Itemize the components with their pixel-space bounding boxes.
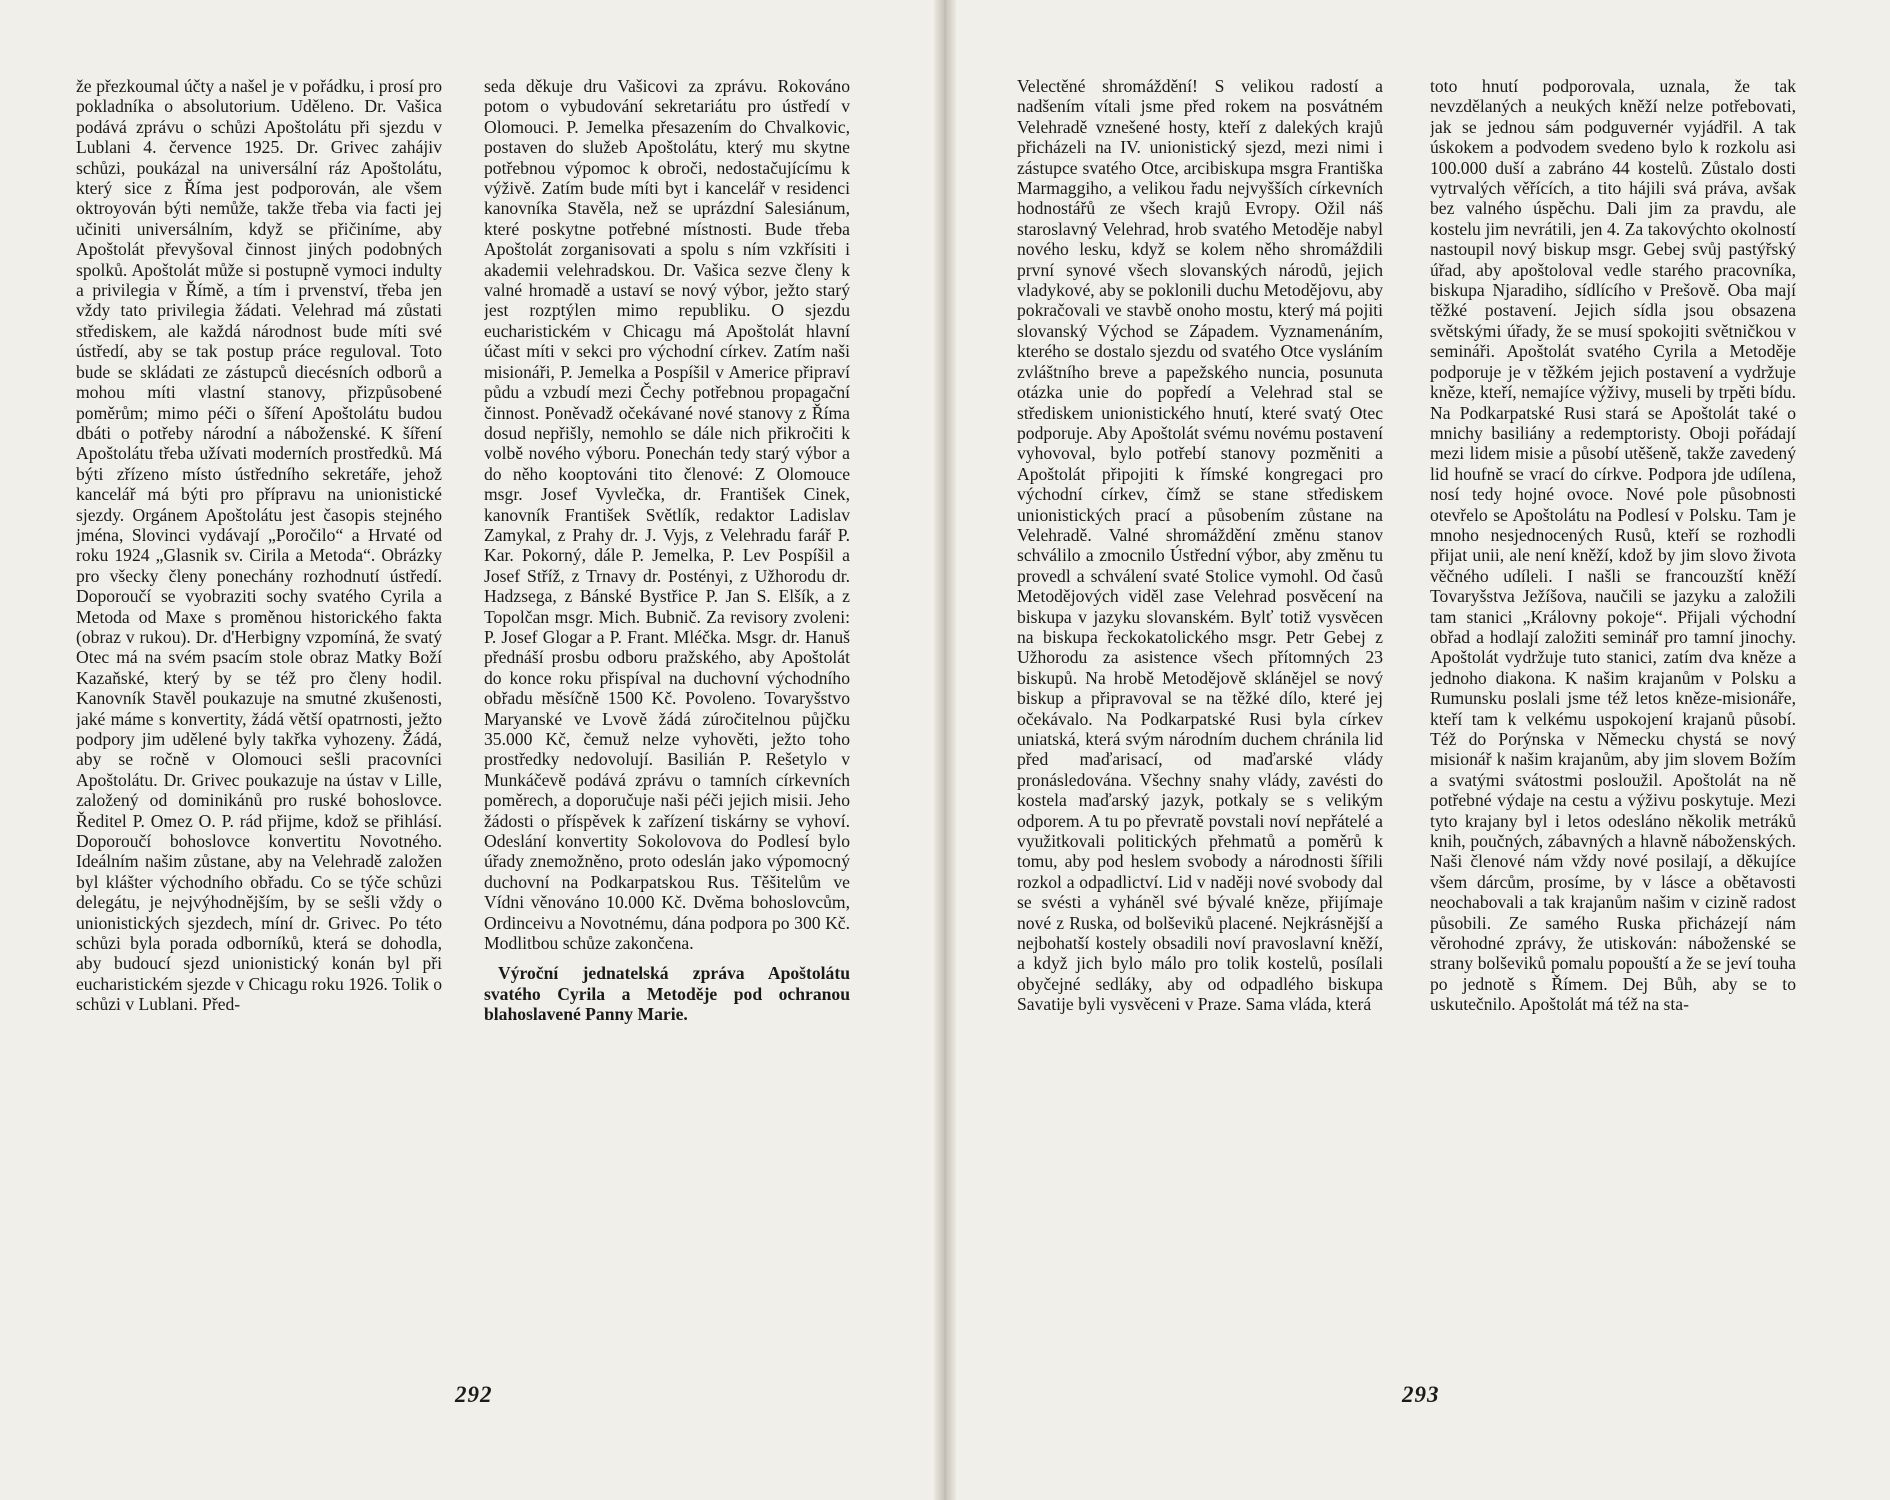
page-number: 293 [1402,1382,1440,1407]
right-page-column-1 [1017,76,1383,1401]
left-page-column-1 [76,76,442,1401]
body-text: Velectěné shromáždění! S velikou radostí a nadšením vítali jsme před rokem na posvátném Velehradě vznešené hosty, kteří z dalekých krajů přicházeli na IV. unionistický sjezd, mezi nimi i zástupce svatého Otce, arcibiskupa msgra Františka Marmaggiho, a velikou řadu nejvyšších církevních hodnostářů ze všech krajů Evropy. Ožil náš staroslavný Velehrad, hrob svatého Metoděje nabyl nového lesku, když se kolem něho shromáždili první synové všech slovanských národů, jejich vladykové, aby se poklonili duchu Metodějovu, aby pokračovali ve stavbě onoho mostu, který má pojiti slovanský Východ se Západem. Vyznamenáním, kterého se dostalo sjezdu od svatého Otce vysláním zvláštního breve a papežského nuncia, posunuta otázka unie do popředí a Velehrad stal se střediskem unionistického hnutí, které svatý Otec podporuje. Aby Apoštolát svému novému postavení vyhovoval, bylo potřebí stanovy pozměniti a Apoštolát připojiti k římské kongregaci pro východní církev, čímž se stane střediskem unionistických prací a působením zůstane na Velehradě. Valné shromáždění změnu stanov schválilo a zmocnilo Ústřední výbor, aby změnu tu provedl a schválení svaté Stolice vymohl. Od časů Metodějových viděl zase Velehrad posvěcení na biskupa v jazyku slovanském. Bylť totiž vysvěcen na biskupa řeckokatolického msgr. Petr Gebej z Užhorodu za asistence všech přítomných 23 biskupů. Na hrobě Metodějově sklánějel se nový biskup a připravoval se na těžké dílo, které jej očekávalo. Na Podkarpatské Rusi byla církev uniatská, která svým národním duchem chránila lid před maďarisací, od maďarské vlády pronásledována. Všechny snahy vlády, zavésti do kostela maďarský jazyk, potkaly se s velikým odporem. A tu po převratě povstali noví nepřátelé a využitkovali politických přehmatů a poměrů k tomu, aby pod heslem svobody a národnosti šířili rozkol a odpadlictví. Lid v naději nové svobody dal se svésti a vyháněl své bývalé kněze, přijímaje nové z Ruska, od bolševiků placené. Nejkrásnější a nejbohatší kostely obsadili noví pravoslavní kněží, a když jich bylo málo pro tolik kostelů, posílali obyčejné sedláky, aby od odpadlého biskupa Savatije byli vysvěceni v Praze. Sama vláda, která [1017,76,1383,1015]
left-page-column-2 [484,76,850,1401]
body-text: toto hnutí podporovala, uznala, že tak nevzdělaných a neukých kněží nelze potřebovati, jak se jednou sám podguvernér vyjádřil. A tak úskokem a podvodem svedeno bylo k rozkolu asi 100.000 duší a zabráno 44 kostelů. Zůstalo dosti vytrvalých věřících, a tito hájili svá práva, avšak bez valného úspěchu. Dali jim za pravdu, ale kostelu jim nevrátili, jen 4. Za takovýchto okolností nastoupil nový biskup msgr. Gebej svůj pastýřský úřad, aby apoštoloval vedle starého pracovníka, biskupa Njaradiho, sídlícího v Prešově. Oba mají těžké postavení. Jejich sídla jsou obsazena světskými úřady, že se musí spokojiti světničkou v semináři. Apoštolát svatého Cyrila a Metoděje podporuje je v těžkém jejich postavení a vydržuje kněze, kteří, nemajíce výživy, museli by trpěti bídu. Na Podkarpatské Rusi stará se Apoštolát také o mnichy basiliány a redemptoristy. Oboji pořádají mezi lidem misie a působí utěšeně, takže zavedený lid houfně se vrací do církve. Podpora jde udílena, nosí tedy hojné ovoce. Nové pole působnosti otevřelo se Apoštolátu na Podlesí v Polsku. Tam je mnoho nesjednocených Rusů, kteří se rozhodli přijat unii, ale není kněží, kdož by jim slovo života věčného udíleli. I našli se francouzští kněží Tovaryšstva Ježíšova, naučili se jazyku a založili tam stanici „Královny pokoje“. Přijali východní obřad a hodlají založiti seminář pro tamní jinochy. Apoštolát vydržuje tuto stanici, zatím dva kněze a jednoho diakona. K našim krajanům v Polsku a Rumunsku poslali jsme též letos kněze-misionáře, kteří tam k velkému uspokojení krajanů působí. Též do Porýnska v Německu chystá se nový misionář k našim krajanům, aby jim slovem Božím a svatými svátostmi posloužil. Apoštolát na ně potřebné výdaje na cestu a výživu poskytuje. Mezi tyto krajany byl i letos odesláno několik metráků knih, poučných, zábavných a hlavně náboženských. Naši členové nám vždy nové posilají, a děkujíce všem dárcům, prosíme, by v lásce a obětavosti neochabovali a tak krajanům našim v cizině radost působili. Ze samého Ruska přicházejí nám věrohodné zprávy, že utiskován: náboženské se strany bolševiků pomalu popouští a že se jeví touha po jednotě s Římem. Dej Bůh, aby se to uskutečnilo. Apoštolát má též na sta- [1430,76,1796,1015]
left-page [0,0,940,1500]
right-page-column-2 [1430,76,1796,1401]
section-heading: Výroční jednatelská zpráva Apoštolátu svatého Cyrila a Metoděje pod ochranou blahoslavené Panny Marie. [484,963,850,1025]
page-number: 292 [455,1382,493,1407]
body-text: seda děkuje dru Vašicovi za zprávu. Rokováno potom o vybudování sekretariátu pro ústředí v Olomouci. P. Jemelka přesazením do Chvalkovic, postaven do služeb Apoštolátu, který mu skytne potřebnou výpomoc k obroči, nedostačujícímu k výživě. Zatím bude míti byt i kancelář v residenci kanovníka Stavěla, než se uprázdní Salesiánum, které poskytne potřebné místnosti. Bude třeba Apoštolát zorganisovati a spolu s ním vzkřísiti i akademii velehradskou. Dr. Vašica sezve členy k valné hromadě a ustaví se nový výbor, ježto starý jest rozptýlen mimo republiku. O sjezdu eucharistickém v Chicagu má Apoštolát hlavní účast míti v sekci pro východní církev. Zatím naši misionáři, P. Jemelka a Pospíšil v Americe připraví půdu a vzbudí mezi Čechy potřebnou propagační činnost. Poněvadž očekávané nové stanovy z Říma dosud nepřišly, nemohlo se dále nich přikročiti k volbě nového výboru. Ponechán tedy starý výbor a do něho kooptováni tito členové: Z Olomouce msgr. Josef Vyvlečka, dr. František Cinek, kanovník František Světlík, redaktor Ladislav Zamykal, z Prahy dr. J. Vyjs, z Velehradu farář P. Kar. Pokorný, dále P. Jemelka, P. Lev Pospíšil a Josef Stříž, z Trnavy dr. Postényi, z Užhorodu dr. Hadzsega, z Bánské Bystřice P. Jan S. Elšík, a z Topolčan msgr. Mich. Bubnič. Za revisory zvoleni: P. Josef Glogar a P. Frant. Mléčka. Msgr. dr. Hanuš přednáší prosbu odboru pražského, aby Apoštolát do konce roku přispíval na duchovní východního obřadu měsíčně 1500 Kč. Povoleno. Tovaryšstvo Maryanské ve Lvově žádá zúročitelnou půjčku 35.000 Kč, čemuž nelze vyhověti, ježto toho prostředky nedovolují. Basilián P. Rešetylo v Munkáčevě podává zprávu o tamních církevních poměrech, a doporučuje naši péči jejich misii. Jeho žádosti o příspěvek k zařízení tiskárny se vyhoví. Odeslání konvertity Sokolovova do Podlesí bylo úřady znemožněno, proto odeslán jako výpomocný duchovní na Podkarpatskou Rus. Těšitelům ve Vídni věnováno 10.000 Kč. Dvěma bohoslovcům, Ordinceivu a Novotnému, dána podpora po 300 Kč. Modlitbou schůze zakončena. [484,76,850,954]
body-text: že přezkoumal účty a našel je v pořádku, i prosí pro pokladníka o absolutorium. Uděleno. Dr. Vašica podává zprávu o schůzi Apoštolátu při sjezdu v Lublani 4. července 1925. Dr. Grivec zahájiv schůzi, poukázal na universální ráz Apoštolátu, který sice z Říma jest podporován, ale všem oktroyován býti nemůže, takže třeba via facti jej učiniti universálním, když se přičiníme, aby Apoštolát převyšoval činnost jiných podobných spolků. Apoštolát může si postupně vymoci indulty a privilegia v Římě, a tím i prvenství, třeba jen vždy tato privilegia žádati. Velehrad má zůstati střediskem, ale každá národnost bude míti své ústředí, aby se tak postup práce reguloval. Toto bude se skládati ze zástupců diecésních odborů a mohou míti vlastní stanovy, přizpůsobené poměrům; mimo péči o šíření Apoštolátu budou dbáti o potřeby národní a náboženské. K šíření Apoštolátu třeba užívati moderních prostředků. Má býti zřízeno místo ústředního sekretáře, jehož kancelář má býti pro přípravu na unionistické sjezdy. Orgánem Apoštolátu jest časopis stejného jména, Slovinci vydávají „Poročilo“ a Hrvaté od roku 1924 „Glasnik sv. Cirila a Metoda“. Obrázky pro všecky členy ponechány rozhodnutí ústředí. Doporoučí se vyobraziti sochy svatého Cyrila a Metoda od Maxe s proměnou historického fakta (obraz v rukou). Dr. d'Herbigny vzpomíná, že svatý Otec má na svém psacím stole obraz Matky Boží Kazaňské, který by se též pro členy hodil. Kanovník Stavěl poukazuje na smutné zkušenosti, jaké máme s konvertity, žádá větší opatrnosti, ježto podpory jim udělené byly takřka vyhozeny. Žádá, aby se ročně v Olomouci sešli pracovníci Apoštolátu. Dr. Grivec poukazuje na ústav v Lille, založený od dominikánů pro ruské bohoslovce. Ředitel P. Omez O. P. rád přijme, kdož se přihlásí. Doporoučí bohoslovce konvertitu Novotného. Ideálním našim zůstane, aby na Velehradě založen byl klášter východního obřadu. Co se týče schůzi delegátu, je nejvýhodnějším, by se sešli vždy o unionistických sjezdech, míní dr. Grivec. Po této schůzi byla porada odborníků, která se dohodla, aby budoucí sjezd unionistický konán byl při eucharistickém sjezde v Chicagu roku 1926. Tolik o schůzi v Lublani. Před- [76,76,442,1015]
book-gutter [934,0,956,1500]
